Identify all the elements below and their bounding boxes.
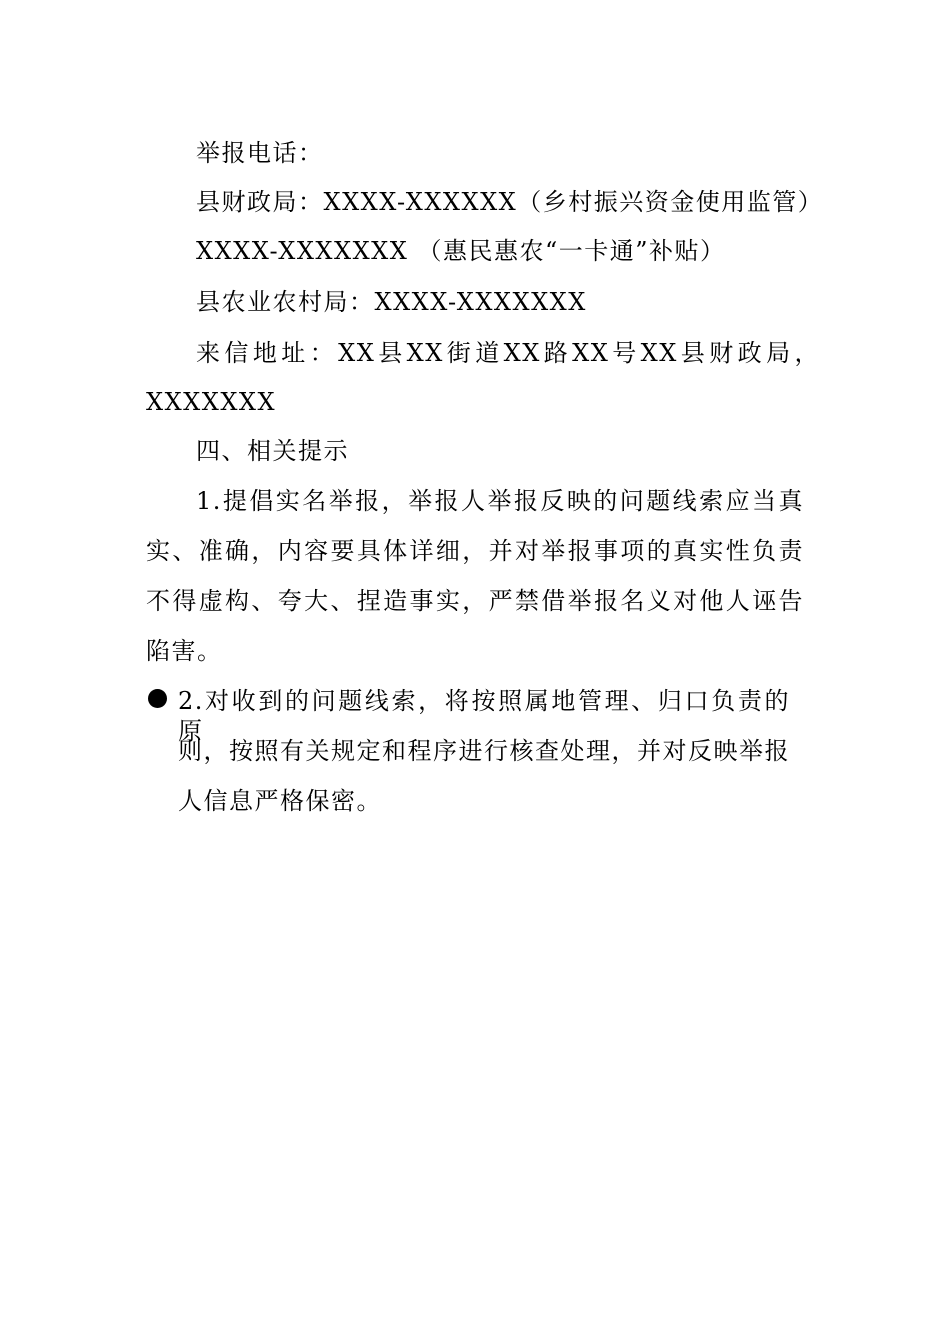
item1-line4: 陷害。 xyxy=(146,637,223,665)
item1-line3: 不得虚构、夸大、捏造事实，严禁借举报名义对他人诬告 xyxy=(146,587,804,615)
bullet-dot-icon xyxy=(148,689,167,708)
agri-bureau-phone: 县农业农村局：XXXX-XXXXXXX xyxy=(196,288,587,316)
item1-line2: 实、准确，内容要具体详细，并对举报事项的真实性负责 xyxy=(146,537,804,565)
section-four-heading: 四、相关提示 xyxy=(196,437,349,465)
report-phone-heading: 举报电话： xyxy=(196,139,324,167)
mail-address-line1: 来信地址：XX县XX街道XX路XX号XX县财政局， xyxy=(196,339,820,367)
mail-address-line2: XXXXXXX xyxy=(146,388,277,416)
item2-line3: 人信息严格保密。 xyxy=(178,787,382,815)
finance-bureau-phone: 县财政局：XXXX-XXXXXX（乡村振兴资金使用监管） xyxy=(196,188,824,216)
finance-bureau-phone-2: XXXX-XXXXXXX （惠民惠农“一卡通”补贴） xyxy=(196,237,726,265)
item2-line1: 2.对收到的问题线索，将按照属地管理、归口负责的原 xyxy=(178,687,790,745)
item2-line2: 则，按照有关规定和程序进行核查处理，并对反映举报 xyxy=(178,737,790,765)
item1-line1: 1.提倡实名举报，举报人举报反映的问题线索应当真 xyxy=(196,487,804,515)
